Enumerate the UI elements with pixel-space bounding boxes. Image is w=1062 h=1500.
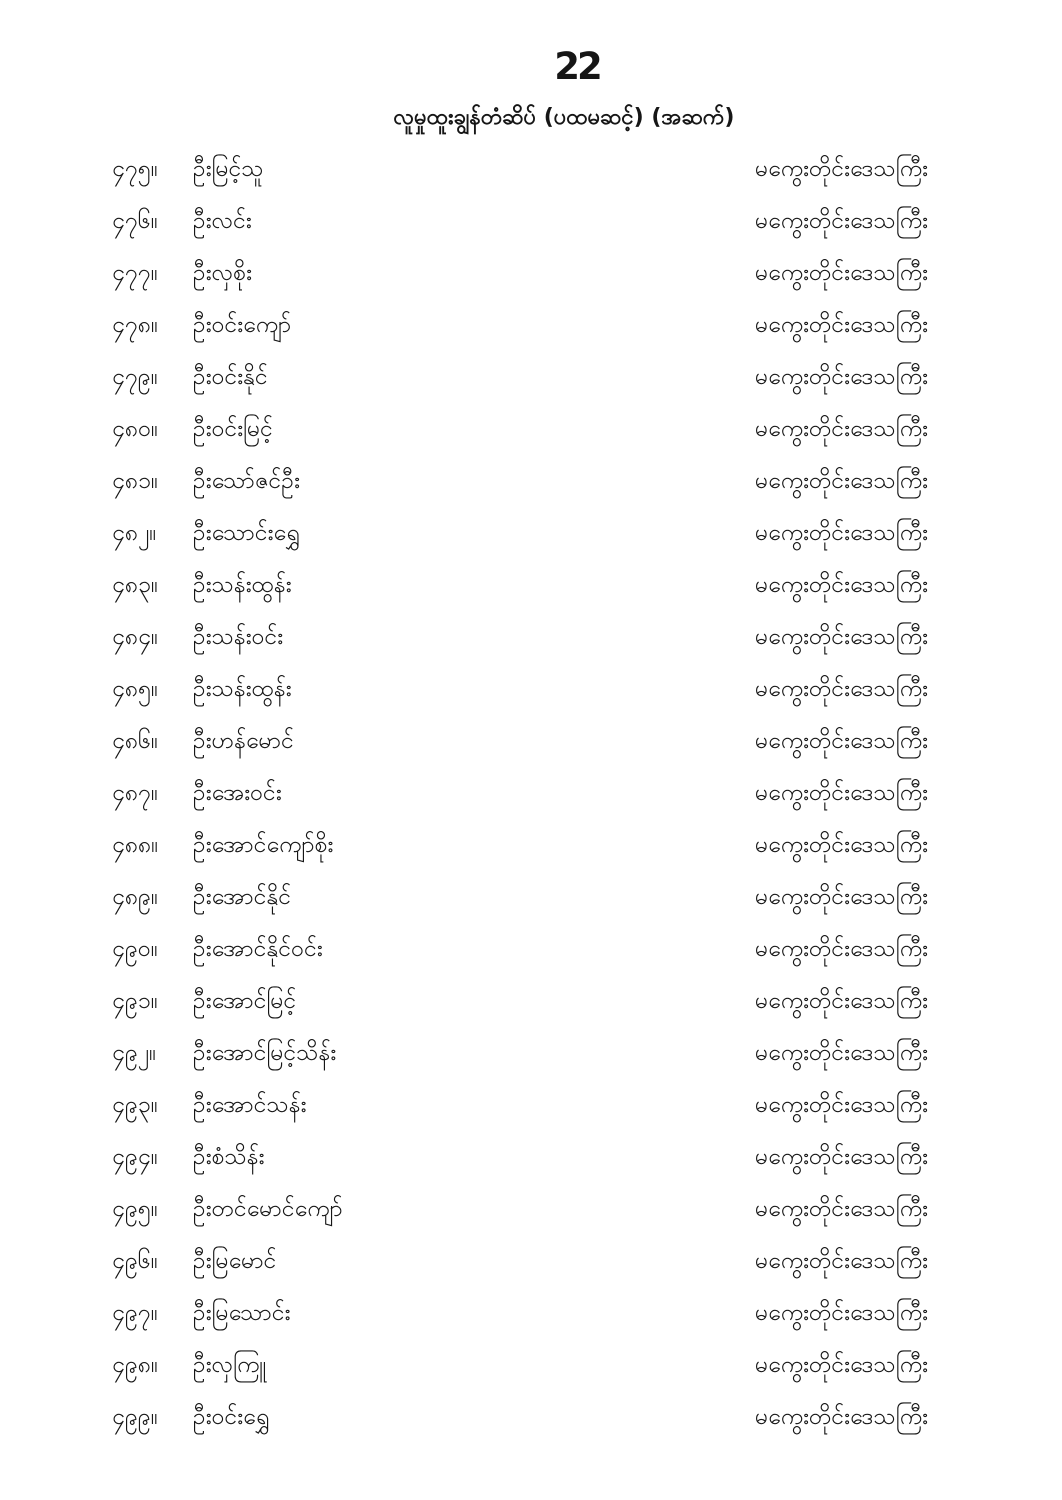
item-number: ၄၇၇။ xyxy=(112,260,158,286)
item-number: ၄၉၀။ xyxy=(112,936,158,962)
item-number: ၄၈၀။ xyxy=(112,416,158,442)
item-region: မကွေးတိုင်းဒေသကြီး xyxy=(755,676,928,702)
item-name: ဦးဝင်းရွှေ xyxy=(193,1404,270,1430)
list-item xyxy=(0,1027,1062,1079)
item-region: မကွေးတိုင်းဒေသကြီး xyxy=(755,260,928,286)
item-region: မကွေးတိုင်းဒေသကြီး xyxy=(755,1404,928,1430)
item-number: ၄၈၆။ xyxy=(112,728,158,754)
list-item xyxy=(0,507,1062,559)
list-item xyxy=(0,819,1062,871)
item-number: ၄၈၁။ xyxy=(112,468,158,494)
item-region: မကွေးတိုင်းဒေသကြီး xyxy=(755,1196,928,1222)
item-number: ၄၉၂။ xyxy=(112,1040,157,1066)
list-item xyxy=(0,1079,1062,1131)
item-region: မကွေးတိုင်းဒေသကြီး xyxy=(755,988,928,1014)
item-name: ဦးသန်းထွန်း xyxy=(193,676,292,702)
list-item xyxy=(0,455,1062,507)
list-item xyxy=(0,559,1062,611)
list-item xyxy=(0,351,1062,403)
item-region: မကွေးတိုင်းဒေသကြီး xyxy=(755,624,928,650)
item-name: ဦးသန်းဝင်း xyxy=(193,624,284,650)
list-item xyxy=(0,975,1062,1027)
award-recipient-list xyxy=(0,143,1062,1443)
item-number: ၄၈၈။ xyxy=(112,832,159,858)
list-item xyxy=(0,299,1062,351)
list-item xyxy=(0,715,1062,767)
item-name: ဦးအောင်သန်း xyxy=(193,1092,307,1118)
item-name: ဦးအောင်မြင့်သိန်း xyxy=(193,1040,337,1066)
item-name: ဦးမြင့်သူ xyxy=(193,156,264,182)
item-region: မကွေးတိုင်းဒေသကြီး xyxy=(755,728,928,754)
item-name: ဦးသောင်းရွှေ xyxy=(193,520,300,546)
item-name: ဦးတင်မောင်ကျော် xyxy=(193,1196,343,1222)
list-item xyxy=(0,871,1062,923)
item-region: မကွေးတိုင်းဒေသကြီး xyxy=(755,156,928,182)
page-number: 22 xyxy=(554,45,600,88)
item-name: ဦးသော်ဇင်ဦး xyxy=(193,468,300,494)
page-title: လူမှုထူးချွန်တံဆိပ် (ပထမဆင့်) (အဆက်) xyxy=(393,105,735,130)
item-name: ဦးသန်းထွန်း xyxy=(193,572,292,598)
item-region: မကွေးတိုင်းဒေသကြီး xyxy=(755,832,928,858)
item-name: ဦးဝင်းကျော် xyxy=(193,312,292,338)
item-region: မကွေးတိုင်းဒေသကြီး xyxy=(755,520,928,546)
item-region: မကွေးတိုင်းဒေသကြီး xyxy=(755,780,928,806)
item-number: ၄၈၇။ xyxy=(112,780,158,806)
item-name: ဦးအောင်မြင့် xyxy=(193,988,297,1014)
list-item xyxy=(0,403,1062,455)
list-item xyxy=(0,1183,1062,1235)
item-name: ဦးအောင်ကျော်စိုး xyxy=(193,832,334,858)
item-number: ၄၉၉။ xyxy=(112,1404,158,1430)
item-region: မကွေးတိုင်းဒေသကြီး xyxy=(755,1300,928,1326)
item-name: ဦးလှကြူ xyxy=(193,1352,267,1378)
item-name: ဦးဝင်းမြင့် xyxy=(193,416,273,442)
item-number: ၄၉၁။ xyxy=(112,988,158,1014)
item-name: ဦးလင်း xyxy=(193,208,252,234)
item-name: ဦးလှစိုး xyxy=(193,260,252,286)
list-item xyxy=(0,1339,1062,1391)
item-name: ဦးအောင်နိုင်ဝင်း xyxy=(193,936,323,962)
list-item xyxy=(0,767,1062,819)
list-item xyxy=(0,195,1062,247)
item-number: ၄၉၆။ xyxy=(112,1248,158,1274)
item-number: ၄၈၂။ xyxy=(112,520,157,546)
list-item xyxy=(0,923,1062,975)
item-number: ၄၈၉။ xyxy=(112,884,158,910)
list-item xyxy=(0,663,1062,715)
item-region: မကွေးတိုင်းဒေသကြီး xyxy=(755,936,928,962)
item-region: မကွေးတိုင်းဒေသကြီး xyxy=(755,1144,928,1170)
item-name: ဦးမြသောင်း xyxy=(193,1300,291,1326)
item-name: ဦးအေးဝင်း xyxy=(193,780,282,806)
item-number: ၄၇၆။ xyxy=(112,208,158,234)
item-number: ၄၇၉။ xyxy=(112,364,158,390)
item-region: မကွေးတိုင်းဒေသကြီး xyxy=(755,1092,928,1118)
item-number: ၄၇၅။ xyxy=(112,156,158,182)
item-region: မကွေးတိုင်းဒေသကြီး xyxy=(755,572,928,598)
item-name: ဦးမြမောင် xyxy=(193,1248,277,1274)
item-number: ၄၈၄။ xyxy=(112,624,158,650)
item-region: မကွေးတိုင်းဒေသကြီး xyxy=(755,312,928,338)
item-name: ဦးစံသိန်း xyxy=(193,1144,265,1170)
item-number: ၄၈၅။ xyxy=(112,676,158,702)
list-item xyxy=(0,611,1062,663)
item-number: ၄၉၅။ xyxy=(112,1196,158,1222)
list-item xyxy=(0,247,1062,299)
item-number: ၄၉၃။ xyxy=(112,1092,158,1118)
item-region: မကွေးတိုင်းဒေသကြီး xyxy=(755,1040,928,1066)
list-item xyxy=(0,1391,1062,1443)
item-number: ၄၉၈။ xyxy=(112,1352,158,1378)
item-region: မကွေးတိုင်းဒေသကြီး xyxy=(755,1352,928,1378)
list-item xyxy=(0,1131,1062,1183)
item-name: ဦးအောင်နိုင် xyxy=(193,884,292,910)
list-item xyxy=(0,1235,1062,1287)
item-region: မကွေးတိုင်းဒေသကြီး xyxy=(755,416,928,442)
item-number: ၄၈၃။ xyxy=(112,572,158,598)
item-region: မကွေးတိုင်းဒေသကြီး xyxy=(755,208,928,234)
list-item xyxy=(0,143,1062,195)
item-region: မကွေးတိုင်းဒေသကြီး xyxy=(755,884,928,910)
item-region: မကွေးတိုင်းဒေသကြီး xyxy=(755,1248,928,1274)
item-number: ၄၉၄။ xyxy=(112,1144,158,1170)
item-name: ဦးဝင်းနိုင် xyxy=(193,364,268,390)
item-region: မကွေးတိုင်းဒေသကြီး xyxy=(755,364,928,390)
item-region: မကွေးတိုင်းဒေသကြီး xyxy=(755,468,928,494)
item-number: ၄၉၇။ xyxy=(112,1300,158,1326)
list-item xyxy=(0,1287,1062,1339)
item-name: ဦးဟန်မောင် xyxy=(193,728,294,754)
item-number: ၄၇၈။ xyxy=(112,312,158,338)
